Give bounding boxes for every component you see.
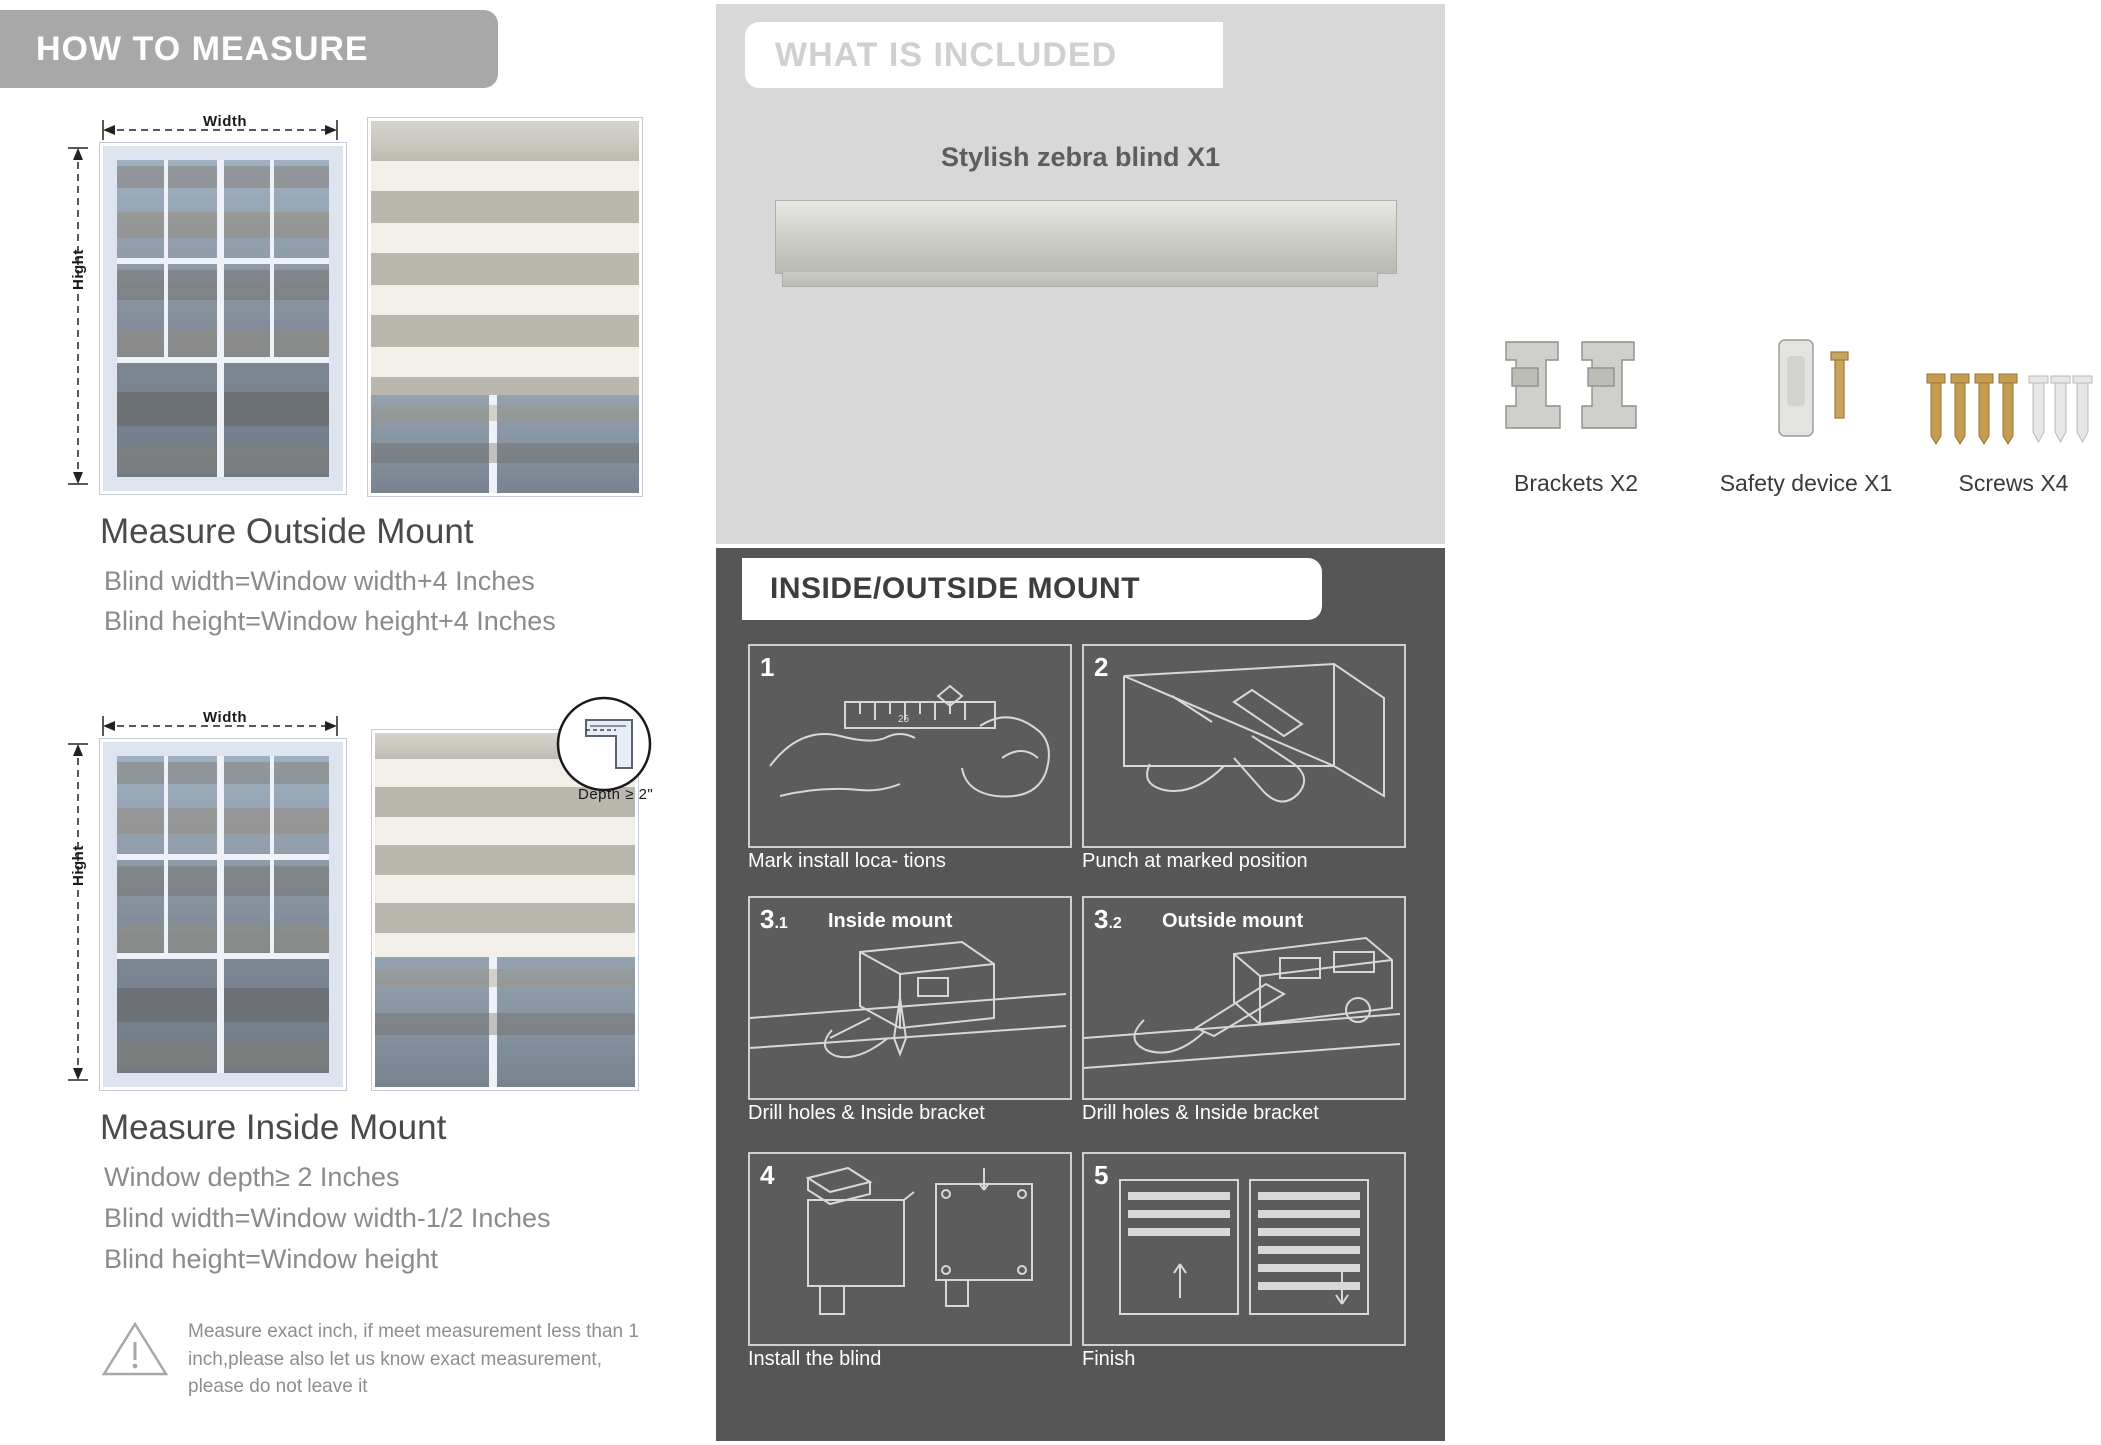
window-illustration-inside (100, 739, 346, 1090)
step-card-3-2 (1082, 896, 1406, 1100)
width-label-inside: Width (203, 709, 248, 726)
step-card-5 (1082, 1152, 1406, 1346)
step-3-1-subtitle: Inside mount (828, 910, 953, 932)
safety-device-label: Safety device X1 (1719, 470, 1893, 496)
step-5-number: 5 (1094, 1160, 1109, 1190)
brackets-label: Brackets X2 (1514, 470, 1638, 496)
how-to-measure-title: HOW TO MEASURE (36, 29, 369, 68)
step-4-caption: Install the blind (748, 1348, 882, 1370)
outside-mount-title: Measure Outside Mount (100, 512, 474, 551)
step-5-illustration (1084, 1154, 1400, 1340)
inside-mount-title: Measure Inside Mount (100, 1108, 447, 1147)
svg-text:25: 25 (898, 714, 910, 725)
step-4-number: 4 (760, 1160, 775, 1190)
right-column (712, 0, 2069, 1445)
measure-note-text: Measure exact inch, if meet measurement less than 1 inch,please also let us know exact measurement, please do not leave it (188, 1321, 639, 1398)
inside-mount-line-3: Blind height=Window height (104, 1244, 438, 1274)
window-view-photo (117, 160, 329, 477)
step-card-2 (1082, 644, 1406, 848)
step-1-number: 1 (760, 652, 775, 682)
height-label-outside: Hight (70, 249, 87, 290)
measure-note (100, 1318, 660, 1401)
step-card-1 (748, 644, 1072, 848)
inside-outside-mount-title: INSIDE/OUTSIDE MOUNT (770, 572, 1141, 605)
how-to-measure-column (0, 0, 712, 1445)
inside-outside-mount-panel (716, 548, 1445, 1441)
step-2-illustration (1084, 646, 1400, 842)
step-3-1-caption: Drill holes & Inside bracket (748, 1102, 985, 1124)
step-card-4 (748, 1152, 1072, 1346)
inside-mount-line-2: Blind width=Window width-1/2 Inches (104, 1203, 551, 1233)
outside-mount-line-1: Blind width=Window width+4 Inches (104, 566, 535, 596)
step-3-2-subtitle: Outside mount (1162, 910, 1304, 932)
inside-mount-line-1: Window depth≥ 2 Inches (104, 1162, 400, 1192)
warning-triangle-icon (100, 1318, 170, 1380)
depth-label: Depth ≥ 2" (578, 786, 654, 803)
what-is-included-tab (745, 22, 1223, 88)
depth-callout-icon (556, 696, 656, 796)
height-label-inside: Hight (70, 845, 87, 886)
step-1-caption: Mark install loca- tions (748, 850, 946, 872)
zebra-blind-headrail (775, 200, 1397, 274)
step-1-illustration (750, 646, 1066, 842)
height-arrow-outside (60, 140, 94, 492)
step-2-number: 2 (1094, 652, 1109, 682)
how-to-measure-tab (0, 10, 498, 88)
included-main-item-label: Stylish zebra blind X1 (940, 142, 1221, 172)
step-3-2-number: 3.2 (1094, 904, 1122, 934)
what-is-included-panel (716, 4, 2069, 544)
step-4-illustration (750, 1154, 1066, 1340)
width-label-outside: Width (203, 113, 248, 130)
step-3-2-caption: Drill holes & Inside bracket (1082, 1102, 1319, 1124)
step-5-caption: Finish (1082, 1348, 1136, 1370)
step-3-1-number: 3.1 (760, 904, 788, 934)
screws-icon (1921, 334, 2096, 454)
what-is-included-title: WHAT IS INCLUDED (775, 35, 1118, 74)
inside-outside-mount-tab (742, 558, 1322, 620)
screws-label: Screws X4 (1958, 470, 2069, 496)
blind-illustration-outside (368, 118, 642, 496)
outside-mount-line-2: Blind height=Window height+4 Inches (104, 606, 556, 636)
step-2-caption: Punch at marked position (1082, 850, 1308, 872)
safety-device-icon (1761, 334, 1891, 454)
step-card-3-1 (748, 896, 1072, 1100)
window-view-photo-inside (117, 756, 329, 1073)
brackets-icon (1496, 334, 1656, 454)
height-arrow-inside (60, 736, 94, 1088)
window-illustration-outside (100, 143, 346, 494)
